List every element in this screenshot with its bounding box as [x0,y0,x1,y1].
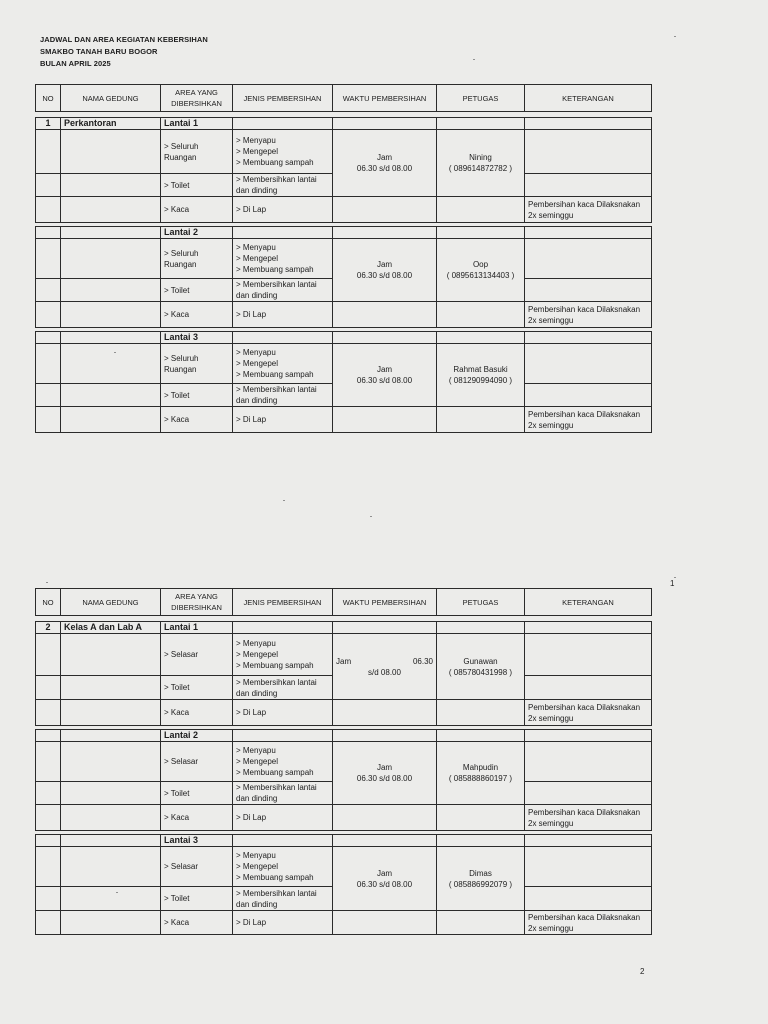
col-header-nama-gedung: NAMA GEDUNG [61,85,161,112]
area-cell: > Toilet [161,384,233,407]
schedule-table-kelas-a [35,588,652,935]
col-header-petugas: PETUGAS [437,85,525,112]
table-row [36,911,652,935]
note-cell: Pembersihan kaca Dilaksnakan 2x seminggu [525,407,652,433]
job-cell: > Membersihkan lantai dan dinding [233,782,333,805]
area-cell: > Selasar [161,634,233,676]
page-number: 2 [640,967,645,976]
area-cell: > Selasar [161,847,233,887]
staff-cell: Oop ( 0895613134403 ) [437,239,525,302]
scan-speck [674,36,676,37]
floor-label: Lantai 3 [161,332,233,344]
area-cell: > Toilet [161,174,233,197]
time-cell: Jam 06.30 s/d 08.00 [333,130,437,197]
job-cell: > Membersihkan lantai dan dinding [233,384,333,407]
area-cell: > Kaca [161,805,233,831]
note-cell: Pembersihan kaca Dilaksnakan 2x seminggu [525,197,652,223]
floor-row [36,730,652,742]
col-header-no: NO [36,85,61,112]
note-cell: Pembersihan kaca Dilaksnakan 2x seminggu [525,302,652,328]
area-cell: > Kaca [161,302,233,328]
scan-speck [283,500,285,501]
building-name: Perkantoran [61,118,161,130]
note-cell: Pembersihan kaca Dilaksnakan 2x seminggu [525,911,652,935]
table-row [36,407,652,433]
floor-label: Lantai 3 [161,835,233,847]
area-cell: > Seluruh Ruangan [161,130,233,174]
job-cell: > Membersihkan lantai dan dinding [233,887,333,911]
floor-row [36,227,652,239]
row-number: 1 [36,118,61,130]
area-cell: > Kaca [161,700,233,726]
table-row [36,344,652,384]
document-header [40,34,208,70]
table-row [36,130,652,174]
floor-row [36,332,652,344]
table-row [36,700,652,726]
time-cell: Jam 06.30 s/d 08.00 [333,847,437,911]
page-number: 1 [670,579,675,588]
staff-cell: Gunawan ( 085780431998 ) [437,634,525,700]
time-cell: Jam 06.30 s/d 08.00 [333,239,437,302]
scan-speck [674,577,676,578]
job-cell: > Menyapu > Mengepel > Membuang sampah [233,847,333,887]
col-header-no: NO [36,589,61,616]
table-row [36,197,652,223]
job-cell: > Membersihkan lantai dan dinding [233,676,333,700]
note-cell: Pembersihan kaca Dilaksnakan 2x seminggu [525,700,652,726]
job-cell: > Di Lap [233,197,333,223]
table-row [36,805,652,831]
area-cell: > Seluruh Ruangan [161,344,233,384]
header-title: JADWAL DAN AREA KEGIATAN KEBERSIHAN [40,35,208,44]
col-header-area: AREA YANG DIBERSIHKAN [161,85,233,112]
staff-cell: Dimas ( 085886992079 ) [437,847,525,911]
area-cell: > Selasar [161,742,233,782]
area-cell: > Toilet [161,676,233,700]
scan-speck [473,59,475,60]
time-cell: Jam 06.30 s/d 08.00 [333,344,437,407]
note-cell: Pembersihan kaca Dilaksnakan 2x seminggu [525,805,652,831]
area-cell: > Toilet [161,887,233,911]
table-row [36,302,652,328]
area-cell: > Toilet [161,782,233,805]
floor-row [36,622,652,634]
table-row [36,239,652,279]
schedule-table-perkantoran [35,84,652,433]
header-school: SMAKBO TANAH BARU BOGOR [40,47,158,56]
col-header-area: AREA YANG DIBERSIHKAN [161,589,233,616]
area-cell: > Seluruh Ruangan [161,239,233,279]
col-header-keterangan: KETERANGAN [525,85,652,112]
floor-label: Lantai 1 [161,622,233,634]
job-cell: > Menyapu > Mengepel > Membuang sampah [233,344,333,384]
building-name: Kelas A dan Lab A [61,622,161,634]
floor-label: Lantai 1 [161,118,233,130]
area-cell: > Kaca [161,407,233,433]
header-month: BULAN APRIL 2025 [40,59,111,68]
col-header-petugas: PETUGAS [437,589,525,616]
job-cell: > Di Lap [233,911,333,935]
area-cell: > Kaca [161,911,233,935]
floor-label: Lantai 2 [161,227,233,239]
table-row [36,742,652,782]
job-cell: > Membersihkan lantai dan dinding [233,174,333,197]
job-cell: > Menyapu > Mengepel > Membuang sampah [233,130,333,174]
col-header-jenis: JENIS PEMBERSIHAN [233,589,333,616]
col-header-waktu: WAKTU PEMBERSIHAN [333,589,437,616]
area-cell: > Toilet [161,279,233,302]
job-cell: > Menyapu > Mengepel > Membuang sampah [233,239,333,279]
floor-label: Lantai 2 [161,730,233,742]
scan-speck [114,352,116,353]
job-cell: > Menyapu > Mengepel > Membuang sampah [233,634,333,676]
staff-cell: Mahpudin ( 085888860197 ) [437,742,525,805]
table-header-row [36,85,652,112]
table-header-row [36,589,652,616]
col-header-keterangan: KETERANGAN [525,589,652,616]
job-cell: > Di Lap [233,805,333,831]
job-cell: > Menyapu > Mengepel > Membuang sampah [233,742,333,782]
staff-cell: Nining ( 089614872782 ) [437,130,525,197]
staff-cell: Rahmat Basuki ( 081290994090 ) [437,344,525,407]
floor-row [36,835,652,847]
scan-speck [370,516,372,517]
area-cell: > Kaca [161,197,233,223]
job-cell: > Membersihkan lantai dan dinding [233,279,333,302]
col-header-nama-gedung: NAMA GEDUNG [61,589,161,616]
table-row [36,634,652,676]
job-cell: > Di Lap [233,700,333,726]
col-header-jenis: JENIS PEMBERSIHAN [233,85,333,112]
row-number: 2 [36,622,61,634]
scan-speck [46,582,48,583]
scan-speck [116,892,118,893]
col-header-waktu: WAKTU PEMBERSIHAN [333,85,437,112]
job-cell: > Di Lap [233,302,333,328]
job-cell: > Di Lap [233,407,333,433]
time-cell: Jam 06.30 s/d 08.00 [333,634,437,700]
floor-row [36,118,652,130]
table-row [36,847,652,887]
time-cell: Jam 06.30 s/d 08.00 [333,742,437,805]
